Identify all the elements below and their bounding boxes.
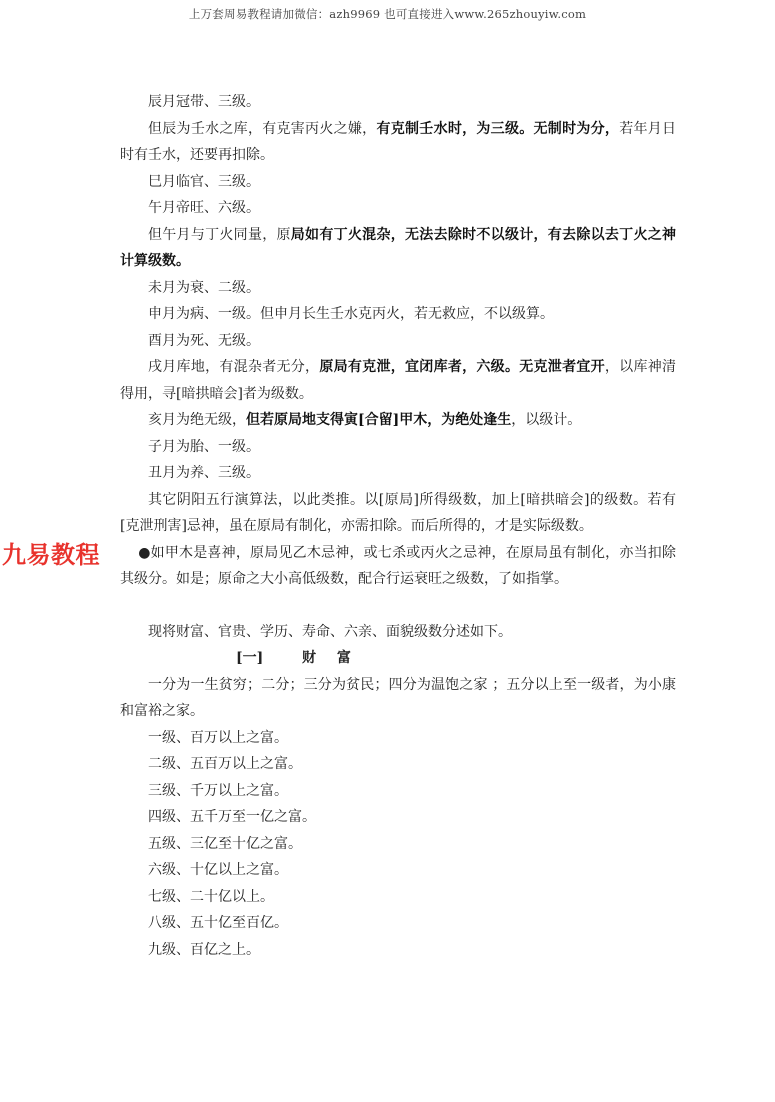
- body-paragraph: [120, 619, 676, 646]
- body-paragraph: [120, 116, 676, 169]
- page-header: 上万套周易教程请加微信：azh9969 也可直接进入www.265zhouyiw.com: [188, 7, 587, 21]
- wealth-level-item: 五级、三亿至十亿之富。: [148, 835, 302, 852]
- text-run: 午月帝旺、六级。: [148, 200, 260, 216]
- body-paragraph: [120, 407, 676, 434]
- wealth-level-item: 四级、五千万至一亿之富。: [148, 809, 316, 825]
- text-run: 子月为胎、一级。: [148, 438, 260, 455]
- body-paragraph: [120, 460, 676, 487]
- watermark-logo: 九易教程: [2, 541, 100, 569]
- paragraph-list: [120, 89, 676, 645]
- section-number: [一]: [236, 650, 264, 666]
- section-title: 财 富: [302, 650, 359, 666]
- text-run: 但辰为壬水之库，有克害丙火之嫌，: [148, 120, 377, 137]
- text-run: ，以级计。: [511, 412, 582, 428]
- wealth-level-item: 七级、二十亿以上。: [148, 888, 274, 905]
- body-paragraph: [120, 487, 676, 540]
- body-paragraph: [120, 328, 676, 355]
- bold-text: 局如有丁火混杂，无法去除时不以级计，有去除以去丁火之神计算级数。: [120, 226, 677, 269]
- body-paragraph: [120, 540, 676, 593]
- bold-text: 但若原局地支得寅[合留]甲木，为绝处逢生: [246, 412, 512, 428]
- body-paragraph: [120, 89, 676, 116]
- body-paragraph: [120, 195, 676, 222]
- text-run: 亥月为绝无级，: [148, 412, 246, 428]
- section-heading: [120, 645, 676, 672]
- text-run: ，以库神清得用，寻[暗拱暗会]者为级数。: [120, 359, 677, 402]
- body-paragraph: [120, 275, 676, 302]
- text-run: 现将财富、官贵、学历、寿命、六亲、面貌级数分述如下。: [148, 623, 512, 640]
- text-run: ●如甲木是喜神，原局见乙木忌神，或七杀或丙火之忌神，在原局虽有制化，亦当扣除其级分。如是；原命之大小高低级数，配合行运衰旺之级数，了如指掌。: [120, 544, 676, 587]
- wealth-level-item: 九级、百亿之上。: [148, 941, 260, 958]
- wealth-level-list: [120, 725, 676, 964]
- document-body: [120, 89, 676, 963]
- text-run: 酉月为死、无级。: [148, 332, 260, 349]
- wealth-level-item: 六级、十亿以上之富。: [148, 862, 288, 878]
- body-paragraph: [120, 434, 676, 461]
- text-run: 戌月库地，有混杂者无分，: [148, 359, 320, 375]
- body-paragraph: [120, 354, 676, 407]
- wealth-level-item: 三级、千万以上之富。: [148, 782, 288, 799]
- text-run: 辰月冠带、三级。: [148, 94, 260, 110]
- text-run: 巳月临官、三级。: [148, 173, 260, 190]
- text-run: 若年月日时有壬水，还要再扣除。: [120, 120, 677, 163]
- wealth-intro-paragraph: 一分为一生贫穷；二分；三分为贫民；四分为温饱之家 ；五分以上至一级者，为小康和富裕之家。: [120, 676, 676, 719]
- text-run: 但午月与丁火同量，原: [148, 226, 291, 243]
- body-paragraph: [120, 222, 676, 275]
- bold-text: 原局有克泄，宜闭库者，六级。无克泄者宜开: [319, 359, 605, 375]
- wealth-level-item: 二级、五百万以上之富。: [148, 756, 302, 772]
- bold-text: 有克制壬水时，为三级。无制时为分，: [376, 120, 620, 137]
- body-paragraph: [120, 301, 676, 328]
- text-run: 未月为衰、二级。: [148, 279, 260, 296]
- text-run: 申月为病、一级。但申月长生壬水克丙火，若无救应，不以级算。: [148, 306, 554, 322]
- text-run: 丑月为养、三级。: [148, 465, 260, 481]
- wealth-level-item: 八级、五十亿至百亿。: [148, 915, 288, 931]
- text-run: 其它阴阳五行演算法，以此类推。以[原局]所得级数，加上[暗拱暗会]的级数。若有[克泄刑害]忌神，虽在原局有制化，亦需扣除。而后所得的，才是实际级数。: [120, 491, 676, 534]
- wealth-level-item: 一级、百万以上之富。: [148, 729, 288, 746]
- body-paragraph: [120, 169, 676, 196]
